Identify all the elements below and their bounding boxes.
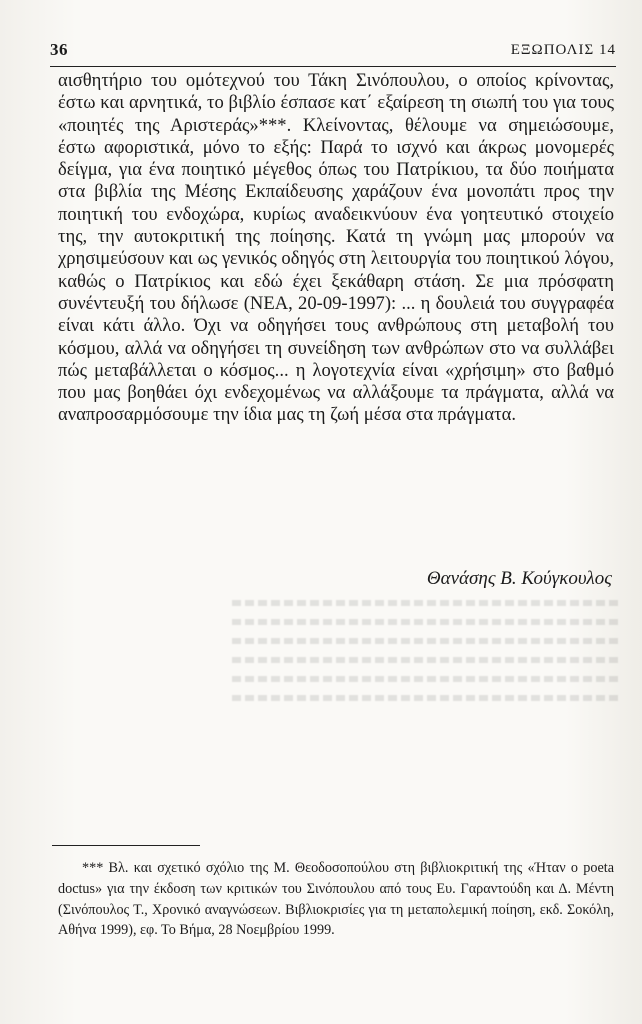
header-rule [50, 66, 616, 67]
page-number: 36 [50, 40, 68, 59]
main-text [58, 70, 614, 427]
footnote [58, 858, 614, 941]
footnote-rule [52, 845, 200, 846]
show-through-text [232, 600, 622, 830]
author-signature: Θανάσης Β. Κούγκουλος [426, 568, 612, 589]
page-header [50, 40, 616, 64]
body-paragraph: αισθητήριο του ομότεχνού του Τάκη Σινόπουλου, ο οποίος κρίνοντας, έστω και αρνητικά, το βιβλίο έσπασε κατ΄ εξαίρεση τη σιωπή του για τους «ποιητές της Αριστεράς»***. Κλείνοντας, θέλουμε να σημειώσουμε, έστω αφοριστικά, μόνο το εξής: Παρά το ισχνό και άκρως μονομερές δείγμα, για ένα ποιητικό μέγεθος όπως του Πατρίκιου, τα δύο ποιήματα στα βιβλία της Μέσης Εκπαίδευσης χαράζουν ένα μονοπάτι προς την ποιητική του ενδοχώρα, κυρίως αναδεικνύουν ένα γοητευτικό στοιχείο της, την αυτοκριτική της ποίησης. Κατά τη γνώμη μας μπορούν να χρησιμεύσουν και ως γενικός οδηγός στη λειτουργία του ποιητικού λόγου, καθώς ο Πατρίκιος και εδώ έχει ξεκάθαρη στάση. Σε μια πρόσφατη συνέντευξή του δήλωσε (ΝΕΑ, 20-09-1997): ... η δουλειά του συγγραφέα είναι κάτι άλλο. Όχι να οδηγήσει τους ανθρώπους στη μεταβολή του κόσμου, αλλά να οδηγήσει τη συνείδηση των ανθρώπων στο να συλλάβει πώς μεταβάλλεται ο κόσμος... η λογοτεχνία είναι «χρήσιμη» στο βαθμό που μας βοηθάει όχι ενδεχομένως να αλλάξουμε τα πράγματα, αλλά να αναπροσαρμόσουμε την ίδια μας τη ζωή μέσα στα πράγματα. [58, 70, 614, 426]
running-title: ΕΞΩΠΟΛΙΣ 14 [510, 42, 616, 58]
footnote-text: *** Βλ. και σχετικό σχόλιο της Μ. Θεοδοσοπούλου στη βιβλιοκριτική της «Ήταν ο poeta doctus» για την έκδοση των κριτικών του Σινόπουλου από τους Ευ. Γαραντούδη και Δ. Μέντη (Σινόπουλος Τ., Χρονικό αναγνώσεων. Βιβλιοκρισίες για τη μεταπολεμική ποίηση, εκδ. Σοκόλη, Αθήνα 1999), εφ. Το Βήμα, 28 Νοεμβρίου 1999. [58, 860, 614, 939]
